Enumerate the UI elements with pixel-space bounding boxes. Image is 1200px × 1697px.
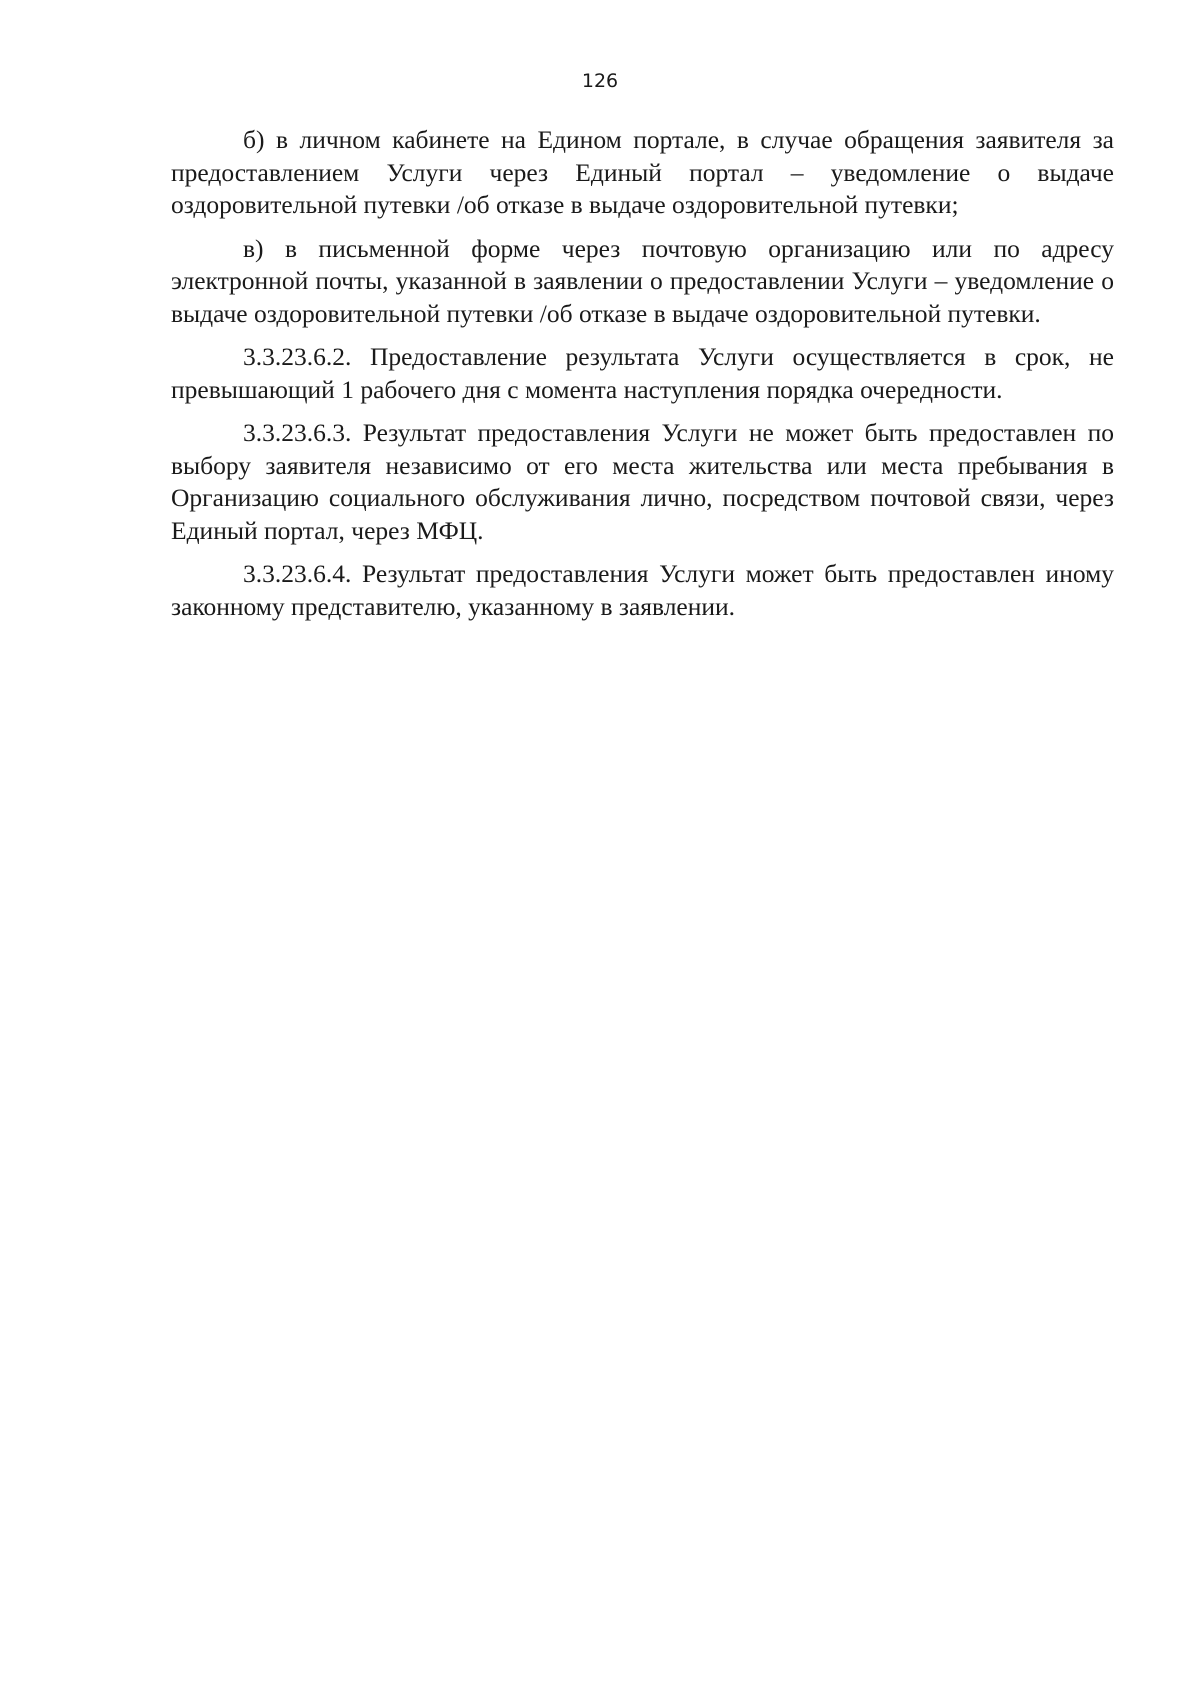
paragraph-v: в) в письменной форме через почтовую организацию или по адресу электронной почты, указанной в заявлении о предоставлении Услуги – уведомление о выдаче оздоровительной путевки /об отказе в выдаче оздоровительной путевки. — [171, 233, 1114, 328]
paragraph-b: б) в личном кабинете на Едином портале, в случае обращения заявителя за предоставлением Услуги через Единый портал – уведомление о выдаче оздоровительной путевки /об отказе в выдаче оздоровительной путевки; — [171, 125, 1114, 219]
paragraph-3-3-23-6-3: 3.3.23.6.3. Результат предоставления Услуги не может быть предоставлен по выбору заявителя независимо от его места жительства или места пребывания в Организацию социального обслуживания лично, посредством почтовой связи, через Единый портал, через МФЦ. — [171, 418, 1114, 545]
paragraph-3-3-23-6-2: 3.3.23.6.2. Предоставление результата Услуги осуществляется в срок, не превышающий 1 рабочего дня с момента наступления порядка очередности. — [171, 342, 1114, 404]
document-body — [171, 124, 1114, 634]
page-number: 126 — [581, 70, 619, 92]
paragraph-3-3-23-6-4: 3.3.23.6.4. Результат предоставления Услуги может быть предоставлен иному законному представителю, указанному в заявлении. — [171, 559, 1114, 621]
